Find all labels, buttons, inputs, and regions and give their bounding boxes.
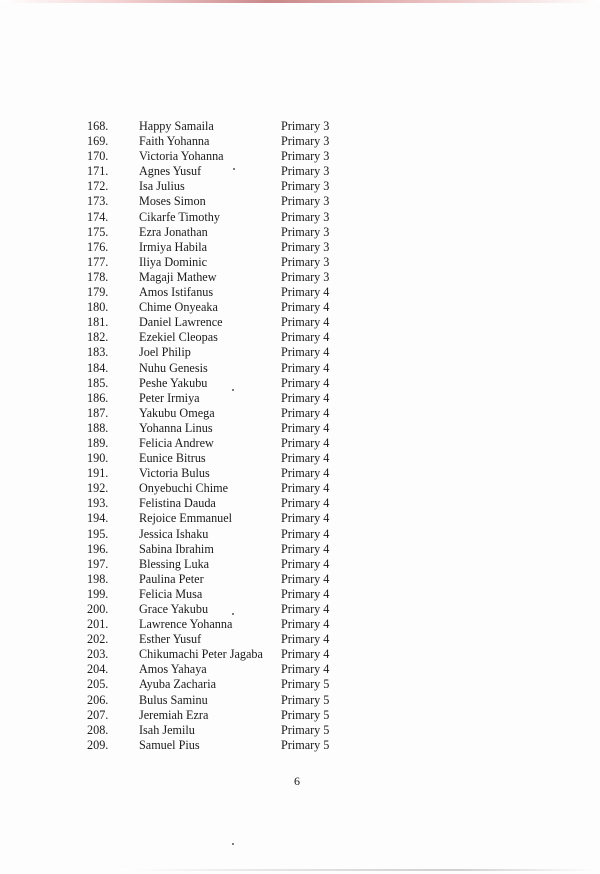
class-level: Primary 4	[281, 541, 330, 556]
student-name: Peshe Yakubu	[139, 375, 208, 390]
class-level: Primary 4	[281, 662, 330, 677]
student-name: Moses Simon	[139, 194, 206, 209]
student-name: Jessica Ishaku	[139, 526, 209, 541]
student-name: Victoria Yohanna	[139, 149, 224, 164]
roster-row	[0, 391, 600, 406]
roster-row	[0, 662, 600, 677]
roster-row	[0, 315, 600, 330]
roster-number: 174.	[87, 209, 109, 224]
class-level: Primary 4	[281, 375, 330, 390]
student-name: Chime Onyeaka	[139, 300, 218, 315]
student-name: Samuel Pius	[139, 737, 200, 752]
roster-row	[0, 527, 600, 542]
scan-speck	[233, 168, 235, 170]
scan-top-edge	[0, 0, 600, 3]
class-level: Primary 3	[281, 254, 330, 269]
roster-number: 179.	[87, 285, 109, 300]
class-level: Primary 3	[281, 224, 330, 239]
student-name: Ezekiel Cleopas	[139, 330, 218, 345]
roster-number: 208.	[87, 722, 109, 737]
class-level: Primary 4	[281, 390, 330, 405]
roster-number: 205.	[87, 677, 109, 692]
student-name: Felicia Andrew	[139, 435, 214, 450]
class-level: Primary 4	[281, 315, 330, 330]
roster-number: 196.	[87, 541, 109, 556]
student-name: Rejoice Emmanuel	[139, 511, 233, 526]
roster-row	[0, 345, 600, 360]
roster-row	[0, 738, 600, 753]
student-name: Irmiya Habila	[139, 239, 208, 254]
class-level: Primary 5	[281, 707, 330, 722]
roster-row	[0, 210, 600, 225]
student-name: Joel Philip	[139, 345, 191, 360]
roster-number: 188.	[87, 420, 109, 435]
roster-row	[0, 149, 600, 164]
class-level: Primary 3	[281, 119, 330, 133]
class-level: Primary 4	[281, 556, 330, 571]
student-name: Cikarfe Timothy	[139, 209, 220, 224]
roster-row	[0, 647, 600, 662]
scan-bottom-edge	[120, 869, 600, 871]
class-level: Primary 4	[281, 435, 330, 450]
class-level: Primary 4	[281, 602, 330, 616]
class-level: Primary 4	[281, 405, 330, 420]
student-name: Felistina Dauda	[139, 496, 216, 511]
class-level: Primary 5	[281, 722, 330, 737]
roster-number: 178.	[87, 269, 109, 284]
student-name: Isah Jemilu	[139, 722, 195, 737]
roster-number: 172.	[87, 179, 109, 194]
roster-row	[0, 270, 600, 285]
class-level: Primary 4	[281, 481, 330, 496]
roster-number: 169.	[87, 134, 109, 149]
roster-row	[0, 587, 600, 602]
roster-number: 182.	[87, 330, 109, 345]
class-level: Primary 3	[281, 209, 330, 224]
class-level: Primary 4	[281, 420, 330, 435]
student-name: Esther Yusuf	[139, 632, 202, 647]
student-name: Felicia Musa	[139, 586, 203, 601]
student-name: Happy Samaila	[139, 119, 214, 133]
roster-row	[0, 240, 600, 255]
student-name: Amos Yahaya	[139, 662, 207, 677]
roster-row	[0, 179, 600, 194]
student-name: Chikumachi Peter Jagaba	[139, 647, 263, 662]
roster-row	[0, 572, 600, 587]
student-roster	[0, 119, 600, 753]
student-name: Amos Istifanus	[139, 285, 214, 300]
student-name: Lawrence Yohanna	[139, 617, 233, 632]
roster-number: 195.	[87, 526, 109, 541]
roster-number: 191.	[87, 466, 109, 481]
roster-row	[0, 511, 600, 526]
roster-number: 199.	[87, 586, 109, 601]
roster-row	[0, 632, 600, 647]
roster-number: 185.	[87, 375, 109, 390]
roster-number: 187.	[87, 405, 109, 420]
class-level: Primary 4	[281, 345, 330, 360]
roster-row	[0, 481, 600, 496]
roster-row	[0, 602, 600, 617]
roster-row	[0, 617, 600, 632]
class-level: Primary 4	[281, 571, 330, 586]
student-name: Magaji Mathew	[139, 269, 217, 284]
class-level: Primary 5	[281, 692, 330, 707]
roster-number: 184.	[87, 360, 109, 375]
student-name: Jeremiah Ezra	[139, 707, 209, 722]
roster-row	[0, 693, 600, 708]
roster-number: 186.	[87, 390, 109, 405]
roster-row	[0, 723, 600, 738]
roster-number: 171.	[87, 164, 109, 179]
roster-row	[0, 164, 600, 179]
class-level: Primary 4	[281, 647, 330, 662]
roster-row	[0, 119, 600, 134]
roster-number: 189.	[87, 435, 109, 450]
student-name: Yohanna Linus	[139, 420, 213, 435]
student-name: Onyebuchi Chime	[139, 481, 229, 496]
roster-row	[0, 285, 600, 300]
roster-row	[0, 466, 600, 481]
student-name: Yakubu Omega	[139, 405, 215, 420]
roster-number: 181.	[87, 315, 109, 330]
roster-number: 197.	[87, 556, 109, 571]
roster-number: 209.	[87, 737, 109, 752]
scan-speck	[232, 389, 234, 391]
student-name: Eunice Bitrus	[139, 451, 206, 466]
scan-speck	[232, 843, 234, 845]
roster-number: 177.	[87, 254, 109, 269]
roster-number: 180.	[87, 300, 109, 315]
student-name: Ezra Jonathan	[139, 224, 208, 239]
roster-row	[0, 134, 600, 149]
student-name: Nuhu Genesis	[139, 360, 208, 375]
class-level: Primary 4	[281, 632, 330, 647]
student-name: Blessing Luka	[139, 556, 210, 571]
student-name: Peter Irmiya	[139, 390, 200, 405]
student-name: Isa Julius	[139, 179, 185, 194]
roster-number: 183.	[87, 345, 109, 360]
class-level: Primary 5	[281, 737, 330, 752]
roster-number: 203.	[87, 647, 109, 662]
roster-row	[0, 557, 600, 572]
roster-number: 173.	[87, 194, 109, 209]
roster-row	[0, 708, 600, 723]
class-level: Primary 4	[281, 300, 330, 315]
class-level: Primary 4	[281, 586, 330, 601]
scan-speck	[232, 613, 234, 615]
roster-row	[0, 677, 600, 692]
roster-row	[0, 542, 600, 557]
roster-row	[0, 496, 600, 511]
student-name: Grace Yakubu	[139, 602, 209, 616]
roster-number: 202.	[87, 632, 109, 647]
roster-row	[0, 300, 600, 315]
roster-row	[0, 255, 600, 270]
roster-row	[0, 406, 600, 421]
roster-row	[0, 330, 600, 345]
class-level: Primary 3	[281, 179, 330, 194]
roster-row	[0, 436, 600, 451]
roster-number: 206.	[87, 692, 109, 707]
student-name: Agnes Yusuf	[139, 164, 202, 179]
class-level: Primary 4	[281, 360, 330, 375]
student-name: Bulus Saminu	[139, 692, 208, 707]
roster-number: 170.	[87, 149, 109, 164]
roster-row	[0, 194, 600, 209]
class-level: Primary 3	[281, 194, 330, 209]
roster-number: 201.	[87, 617, 109, 632]
class-level: Primary 4	[281, 285, 330, 300]
class-level: Primary 3	[281, 239, 330, 254]
student-name: Victoria Bulus	[139, 466, 210, 481]
roster-number: 193.	[87, 496, 109, 511]
class-level: Primary 4	[281, 511, 330, 526]
roster-number: 207.	[87, 707, 109, 722]
student-name: Daniel Lawrence	[139, 315, 223, 330]
class-level: Primary 4	[281, 330, 330, 345]
class-level: Primary 4	[281, 526, 330, 541]
roster-number: 200.	[87, 602, 109, 616]
page-number: 6	[294, 774, 300, 788]
class-level: Primary 5	[281, 677, 330, 692]
roster-number: 176.	[87, 239, 109, 254]
roster-number: 194.	[87, 511, 109, 526]
class-level: Primary 4	[281, 466, 330, 481]
student-name: Faith Yohanna	[139, 134, 210, 149]
roster-number: 175.	[87, 224, 109, 239]
roster-number: 192.	[87, 481, 109, 496]
class-level: Primary 3	[281, 149, 330, 164]
class-level: Primary 4	[281, 496, 330, 511]
roster-row	[0, 361, 600, 376]
roster-number: 198.	[87, 571, 109, 586]
student-name: Iliya Dominic	[139, 254, 208, 269]
roster-row	[0, 225, 600, 240]
roster-number: 204.	[87, 662, 109, 677]
class-level: Primary 3	[281, 164, 330, 179]
student-name: Sabina Ibrahim	[139, 541, 214, 556]
class-level: Primary 4	[281, 617, 330, 632]
class-level: Primary 3	[281, 269, 330, 284]
roster-number: 190.	[87, 451, 109, 466]
roster-row	[0, 421, 600, 436]
student-name: Paulina Peter	[139, 571, 204, 586]
student-name: Ayuba Zacharia	[139, 677, 217, 692]
roster-number: 168.	[87, 119, 109, 133]
roster-row	[0, 451, 600, 466]
roster-row	[0, 376, 600, 391]
class-level: Primary 4	[281, 451, 330, 466]
class-level: Primary 3	[281, 134, 330, 149]
